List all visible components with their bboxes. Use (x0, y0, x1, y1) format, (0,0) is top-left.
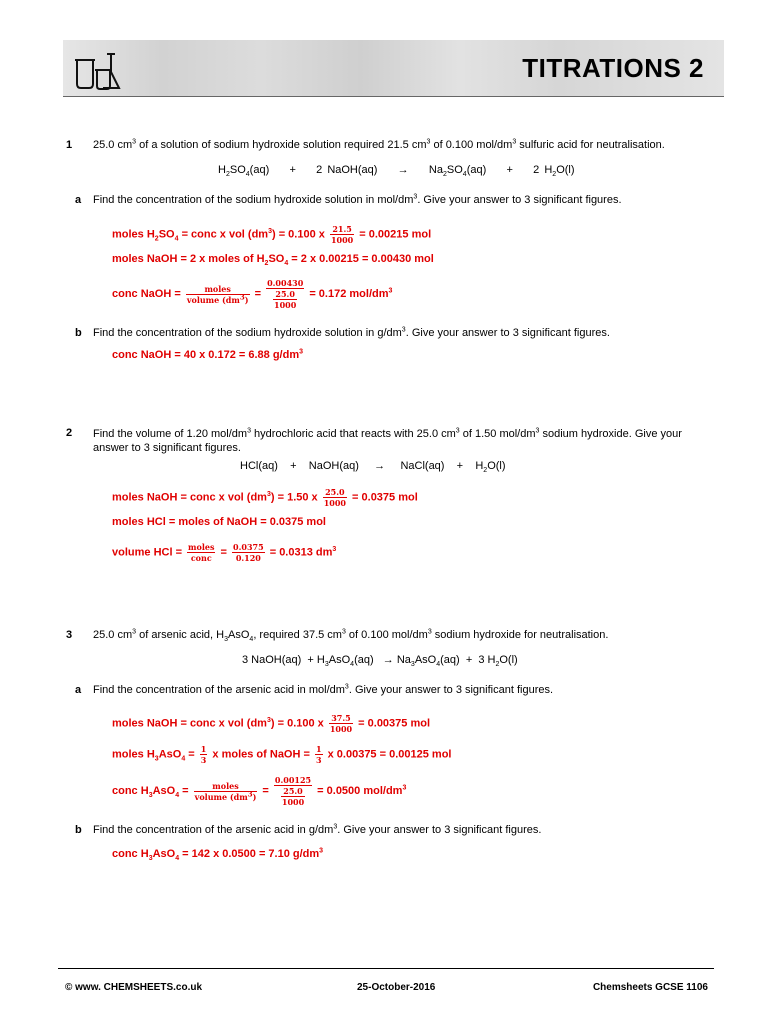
answer-line: conc NaOH = $\frac{\text{moles}}{volume (dm^3)}$ = $\frac{0.00430}{\frac{25.0}{1000}}$ = 0.172 mol/$dm^3$ (112, 278, 393, 310)
answer-line: conc $H_3AsO_4 = 142$ x 0.0500 = 7.10 $g/dm^3$ (112, 847, 324, 863)
answer-line: volume HCl = $\frac{\text{moles}}{\text{conc}}$ = $\frac{0.0375}{0.120}$ = 0.0313 $dm^3$ (112, 542, 337, 563)
answer-line: moles NaOH = 2 x moles of $H_2SO_4 = 2$ x 0.00215 = 0.00430 mol (112, 253, 434, 268)
lab-glassware-icon (73, 50, 121, 92)
part-label: b (75, 327, 82, 339)
footer-website[interactable]: © www. CHEMSHEETS.co.uk (65, 982, 203, 993)
answer-line: moles NaOH = conc x vol $(dm^3) = 0.100$ x $\frac{37.5}{1000}$ = 0.00375 mol (112, 713, 431, 734)
footer-date: 25-October-2016 (357, 982, 436, 993)
question-3b-text: Find the concentration of the arsenic acid in $g/dm^3$. Give your answer to 3 significant figures. (93, 823, 542, 836)
question-number: 1 (66, 139, 73, 151)
question-3-equation: 3 NaOH(aq) + $H_3AsO_4(aq) \to Na_3AsO_4(aq) + 3$ $H_2O(l)$ (242, 654, 518, 669)
answer-line: moles $H_3AsO_4$ = $\frac{1}{3}$ x moles of NaOH = $\frac{1}{3}$ x 0.00375 = 0.00125 mol (112, 744, 452, 765)
question-number: 3 (66, 629, 73, 641)
question-1-text: 25.0 $cm^3$ of a solution of sodium hydroxide solution required 21.5 $cm^3$ of 0.100 mol/$dm^3$ sulfuric acid for neutralisation. (93, 138, 665, 151)
question-2-equation: HCl(aq) + NaOH(aq) → NaCl(aq) + $H_2O(l)$ (240, 460, 506, 475)
question-1b-text: Find the concentration of the sodium hydroxide solution in $g/dm^3$. Give your answer to 3 significant figures. (93, 326, 610, 339)
page-title: TITRATIONS 2 (522, 53, 704, 83)
question-1-equation: $H_2SO_4(aq)$ + 2 NaOH(aq) → $Na_2SO_4(aq)$ + 2 $H_2O(l)$ (218, 164, 575, 179)
part-label: b (75, 824, 82, 836)
part-label: a (75, 684, 82, 696)
answer-line: moles $H_2SO_4$ = conc x vol $(dm^3) = 0.100$ x $\frac{21.5}{1000}$ = 0.00215 mol (112, 224, 432, 245)
part-label: a (75, 194, 82, 206)
answer-line: conc NaOH = 40 x 0.172 = 6.88 $g/dm^3$ (112, 348, 304, 361)
question-2-text: Find the volume of 1.20 mol/$dm^3$ hydrochloric acid that reacts with 25.0 $cm^3$ of 1.50 mol/$dm^3$ sodium hydroxide. Give your answer to 3 significant figures. (93, 427, 682, 454)
question-3-text: 25.0 $cm^3$ of arsenic acid, $H_3AsO_4$, required 37.5 $cm^3$ of 0.100 mol/$dm^3$ sodium hydroxide for neutralisation. (93, 628, 609, 644)
question-number: 2 (66, 427, 73, 439)
question-1a-text: Find the concentration of the sodium hydroxide solution in mol/$dm^3$. Give your answer to 3 significant figures. (93, 193, 622, 206)
question-3a-text: Find the concentration of the arsenic acid in mol/$dm^3$. Give your answer to 3 significant figures. (93, 683, 554, 696)
header-banner (63, 40, 724, 97)
footer-reference: Chemsheets GCSE 1106 (592, 982, 708, 993)
answer-line: moles NaOH = conc x vol $(dm^3) = 1.50$ x $\frac{25.0}{1000}$ = 0.0375 mol (112, 487, 418, 508)
answer-line: moles HCl = moles of NaOH = 0.0375 mol (112, 516, 326, 528)
footer-divider (58, 968, 714, 969)
answer-line: conc $H_3AsO_4$ = $\frac{\text{moles}}{volume (dm^3)}$ = $\frac{0.00125}{\frac{25.0}{1000}}$ = 0.0500 mol/$dm^3$ (112, 775, 407, 807)
